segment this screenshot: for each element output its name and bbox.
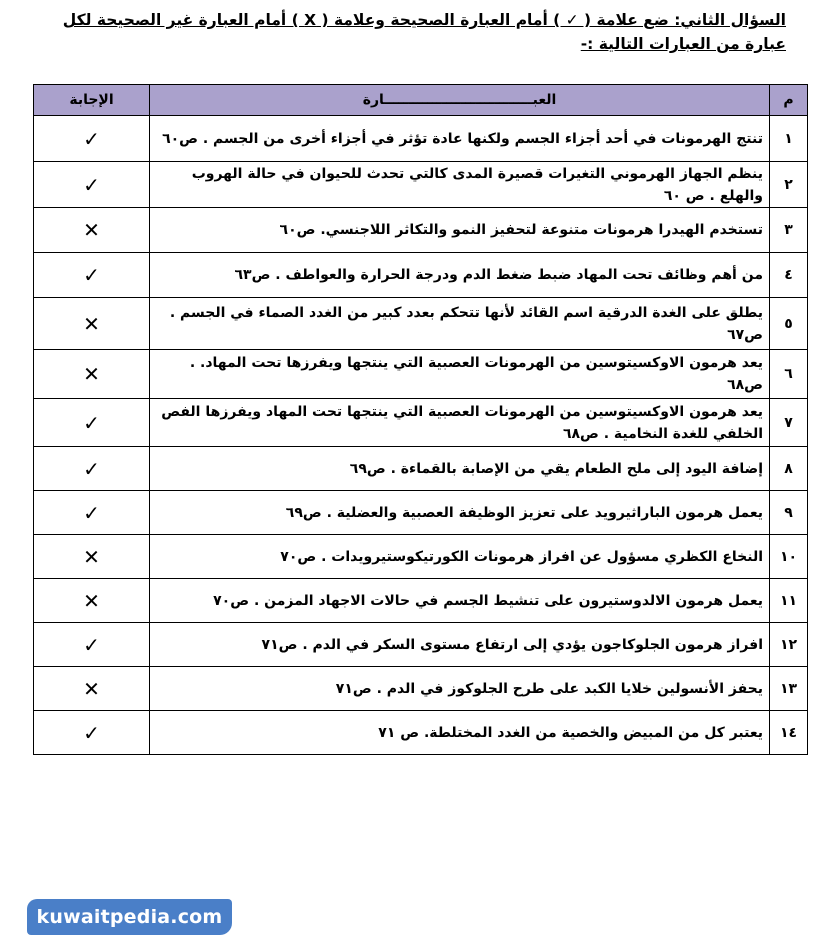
row-statement: يعتبر كل من المبيض والخصية من الغدد المختلطة. ص ٧١ bbox=[150, 711, 770, 755]
row-number: ١٤ bbox=[770, 711, 808, 755]
row-statement: يطلق على الغدة الدرقية اسم القائد لأنها تتحكم بعدد كبير من الغدد الصماء في الجسم . ص٦٧ bbox=[150, 298, 770, 350]
row-number: ١ bbox=[770, 116, 808, 162]
row-statement: النخاع الكظري مسؤول عن افراز هرمونات الكورتيكوستيرويدات . ص٧٠ bbox=[150, 535, 770, 579]
table-row bbox=[34, 667, 808, 711]
table-row bbox=[34, 162, 808, 208]
table-row bbox=[34, 491, 808, 535]
row-number: ٤ bbox=[770, 253, 808, 298]
row-statement: يعمل هرمون الباراثيرويد على تعزيز الوظيفة العصبية والعضلية . ص٦٩ bbox=[150, 491, 770, 535]
row-statement: ينظم الجهاز الهرموني التغيرات قصيرة المدى كالتي تحدث للحيوان في حالة الهروب والهلع . ص ٦٠ bbox=[150, 162, 770, 208]
table-row bbox=[34, 298, 808, 350]
row-statement: يعد هرمون الاوكسيتوسين من الهرمونات العصبية التي ينتجها ويفرزها تحت المهاد. . ص٦٨ bbox=[150, 350, 770, 399]
table-row bbox=[34, 399, 808, 447]
row-number: ٩ bbox=[770, 491, 808, 535]
row-statement: يعد هرمون الاوكسيتوسين من الهرمونات العصبية التي ينتجها تحت المهاد ويفرزها الفص الخلفي للغدة النخامية . ص٦٨ bbox=[150, 399, 770, 447]
check-mark-icon: ✓ bbox=[34, 399, 150, 447]
row-number: ٣ bbox=[770, 208, 808, 253]
cross-mark-icon: ✕ bbox=[34, 535, 150, 579]
table-row bbox=[34, 447, 808, 491]
row-number: ٥ bbox=[770, 298, 808, 350]
row-statement: يحفز الأنسولين خلايا الكبد على طرح الجلوكوز في الدم . ص٧١ bbox=[150, 667, 770, 711]
table-row bbox=[34, 208, 808, 253]
check-mark-icon: ✓ bbox=[34, 447, 150, 491]
check-mark-icon: ✓ bbox=[34, 162, 150, 208]
row-number: ٦ bbox=[770, 350, 808, 399]
cross-mark-icon: ✕ bbox=[34, 298, 150, 350]
check-mark-icon: ✓ bbox=[34, 491, 150, 535]
row-number: ٧ bbox=[770, 399, 808, 447]
row-number: ٨ bbox=[770, 447, 808, 491]
row-number: ١٢ bbox=[770, 623, 808, 667]
check-mark-icon: ✓ bbox=[34, 623, 150, 667]
table-header-row bbox=[34, 85, 808, 116]
row-statement: تنتج الهرمونات في أحد أجزاء الجسم ولكنها عادة تؤثر في أجزاء أخرى من الجسم . ص٦٠ bbox=[150, 116, 770, 162]
header-statement: العبـــــــــــــــــــــــــــــــارة bbox=[150, 85, 770, 116]
kuwaitpedia-watermark: kuwaitpedia.com bbox=[27, 899, 232, 935]
answers-table bbox=[33, 84, 808, 755]
row-statement: يعمل هرمون الالدوستيرون على تنشيط الجسم في حالات الاجهاد المزمن . ص٧٠ bbox=[150, 579, 770, 623]
table-row bbox=[34, 253, 808, 298]
row-statement: افراز هرمون الجلوكاجون يؤدي إلى ارتفاع مستوى السكر في الدم . ص٧١ bbox=[150, 623, 770, 667]
row-number: ١١ bbox=[770, 579, 808, 623]
table-row bbox=[34, 623, 808, 667]
table-row bbox=[34, 579, 808, 623]
check-mark-icon: ✓ bbox=[34, 253, 150, 298]
cross-mark-icon: ✕ bbox=[34, 208, 150, 253]
cross-mark-icon: ✕ bbox=[34, 350, 150, 399]
table-row bbox=[34, 711, 808, 755]
check-mark-icon: ✓ bbox=[34, 116, 150, 162]
row-number: ١٣ bbox=[770, 667, 808, 711]
table-row bbox=[34, 116, 808, 162]
cross-mark-icon: ✕ bbox=[34, 579, 150, 623]
row-statement: من أهم وظائف تحت المهاد ضبط ضغط الدم ودرجة الحرارة والعواطف . ص٦٣ bbox=[150, 253, 770, 298]
header-number: م bbox=[770, 85, 808, 116]
question-heading: السؤال الثاني: ضع علامة ( ✓ ) أمام العبارة الصحيحة وعلامة ( X ) أمام العبارة غير الصحيحة لكل عبارة من العبارات التالية :- bbox=[62, 11, 786, 53]
row-statement: إضافة اليود إلى ملح الطعام يقي من الإصابة بالقماءة . ص٦٩ bbox=[150, 447, 770, 491]
row-number: ٢ bbox=[770, 162, 808, 208]
check-mark-icon: ✓ bbox=[34, 711, 150, 755]
row-statement: تستخدم الهيدرا هرمونات متنوعة لتحفيز النمو والتكاثر اللاجنسي. ص٦٠ bbox=[150, 208, 770, 253]
table-row bbox=[34, 535, 808, 579]
table-row bbox=[34, 350, 808, 399]
header-answer: الإجابة bbox=[34, 85, 150, 116]
row-number: ١٠ bbox=[770, 535, 808, 579]
cross-mark-icon: ✕ bbox=[34, 667, 150, 711]
